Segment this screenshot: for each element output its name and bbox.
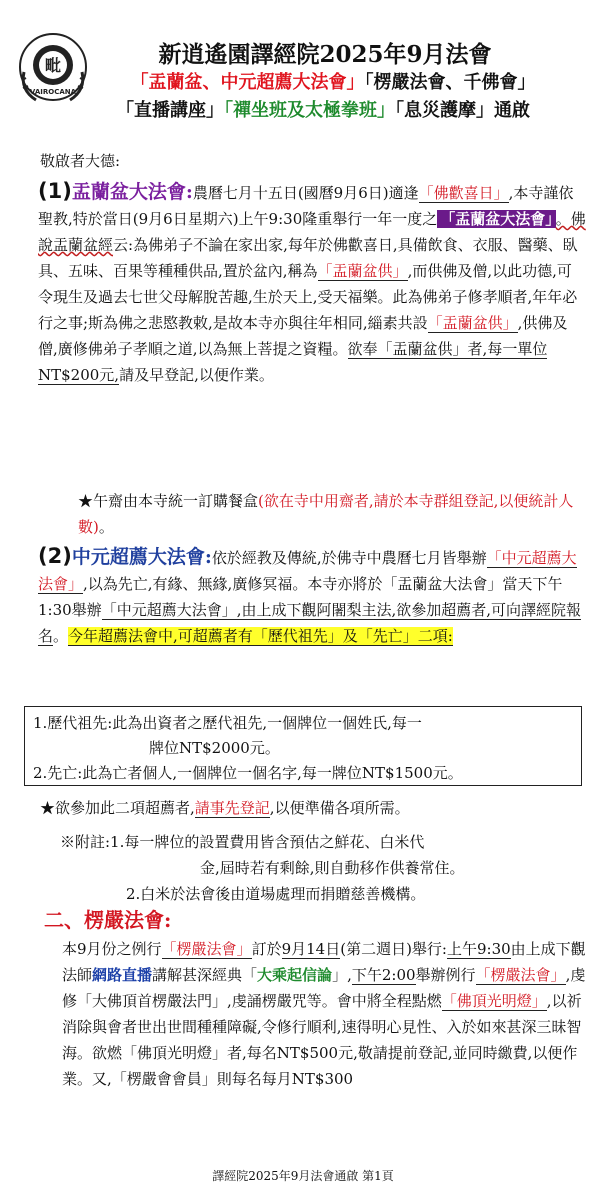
price-text: 欲奉「盂蘭盆供」者,每一單位NT$200元, <box>38 340 548 384</box>
note-text: ★欲參加此二項超薦者, <box>40 799 195 817</box>
body-text: ,供佛及僧,廣修佛弟子孝順之道,以為無上菩提之資糧。 <box>38 314 568 358</box>
time-text: 上午9:30 <box>446 940 511 958</box>
tablet-price-box <box>24 706 582 786</box>
logo-text: VAIROCANA <box>29 88 77 96</box>
highlighted-text: 今年超薦法會中,可超薦者有「歷代祖先」及「先亡」二項: <box>68 627 453 645</box>
subtitle-meditation: 「禪坐班及太極拳班」 <box>224 100 395 121</box>
section-title-shurangama: 二、楞嚴法會: <box>44 908 172 932</box>
highlight-term: 「佛歡喜日」 <box>418 184 509 202</box>
note-text: 。 <box>98 518 114 536</box>
body-text: ,虔修「大佛頂首楞嚴法門」,虔誦楞嚴咒等。會中將全程點燃 <box>62 966 586 1010</box>
body-text: 。佛說盂蘭盆經 <box>38 210 586 254</box>
subtitle-livestream: 「直播講座」 <box>116 100 224 121</box>
highlight-term: 「盂蘭盆供」 <box>427 314 518 332</box>
subtitle-homa: 「息災護摩」通啟 <box>395 100 530 121</box>
subtitle-ullambana: 「盂蘭盆、中元超薦大法會」 <box>130 72 365 93</box>
section-number: (2) <box>38 544 72 568</box>
note-red-text: (欲在寺中用齋者,請於本寺群組登記,以便統計人數) <box>78 492 574 536</box>
subtitle-line-3 <box>0 96 606 122</box>
memo-notes <box>60 829 465 907</box>
section-shurangama <box>62 936 586 1092</box>
body-text: 本9月份之例行 <box>62 940 162 958</box>
subtitle-shurangama: 「楞嚴法會、千佛會」 <box>364 72 536 93</box>
greeting: 敬啟者大德: <box>40 152 121 170</box>
body-text: 云:為佛弟子不論在家出家,每年於佛歡喜日,具備飲食、衣服、醫藥、臥具、五味、百果等種種供品,置於盆內,稱為 <box>38 236 578 280</box>
body-text: (第二週日)舉行: <box>340 940 447 958</box>
sutra-name: 大乘起信論 <box>257 966 333 984</box>
body-text: ,而供佛及僧,以此功德,可令現生及過去七世父母解脫苦趣,生於天上,受天福樂。此為佛弟子修孝順者,年年必行之事;斯為佛之悲愍教敕,是故本寺亦與往年相同,緇素共設 <box>38 262 578 332</box>
section-zhongyuan <box>38 543 586 649</box>
section-number: (1) <box>38 179 72 203</box>
livestream-text: 網路直播 <box>92 966 153 984</box>
memo-line: 2.白米於法會後由道場處理而捐贈慈善機構。 <box>126 885 426 903</box>
section-title: 中元超薦大法會: <box>71 546 212 568</box>
note-red-text: 請事先登記 <box>194 799 270 817</box>
highlight-term: 「盂蘭盆供」 <box>317 262 408 280</box>
note-text: ★午齋由本寺統一訂購餐盒 <box>78 492 259 510</box>
registration-note <box>40 797 410 818</box>
highlight-term: 「楞嚴法會」 <box>475 966 566 984</box>
lunch-note <box>78 488 586 540</box>
highlight-term: 「佛頂光明燈」 <box>441 992 547 1010</box>
body-text: 依於經教及傳統,於佛寺中農曆七月皆舉辦 <box>211 549 487 567</box>
box-item-ancestors: 1.歷代祖先:此為出資者之歷代祖先,一個牌位一個姓氏,每一 <box>33 714 422 732</box>
memo-line: ※附註:1.每一牌位的設置費用皆含預估之鮮花、白米代 <box>60 833 425 851</box>
event-name-badge: 「盂蘭盆大法會」 <box>437 210 556 228</box>
highlight-term: 「中元超薦大法會」 <box>38 549 577 593</box>
body-text: 農曆七月十五日(國曆9月6日)適逢 <box>192 184 419 202</box>
box-item-ancestors-price: 牌位NT$2000元。 <box>149 739 280 757</box>
body-text: 舉辦例行 <box>415 966 476 984</box>
memo-line: 金,屆時若有剩餘,則自動移作供養常住。 <box>200 859 465 877</box>
body-text: ,以為先亡,有緣、無緣,廣修冥福。本寺亦將於「盂蘭盆大法會」當天下午1:30舉辦 <box>38 575 563 619</box>
body-text: 。 <box>53 627 69 645</box>
body-text: 由上成下觀法師 <box>62 940 586 984</box>
page-footer: 譯經院2025年9月法會通啟 第1頁 <box>212 1169 394 1183</box>
body-text: 」, <box>332 966 352 984</box>
highlight-term: 「楞嚴法會」 <box>161 940 252 958</box>
note-text: ,以便準備各項所需。 <box>269 799 410 817</box>
registration-text: 「中元超薦大法會」,由上成下觀阿闍梨主法,欲參加超薦者,可向譯經院報名 <box>38 601 581 645</box>
logo-glyph: 毗 <box>44 56 62 75</box>
box-item-deceased: 2.先亡:此為亡者個人,一個牌位一個名字,每一牌位NT$1500元。 <box>33 764 463 782</box>
time-text: 下午2:00 <box>351 966 416 984</box>
body-text: ,本寺謹依聖教,特於當日(9月6日星期六)上午9:30隆重舉行一年一度之 <box>38 184 574 228</box>
section-title: 盂蘭盆大法會: <box>71 181 193 203</box>
date-text: 9月14日 <box>281 940 341 958</box>
page-title: 新逍遙園譯經院2025年9月法會 <box>158 41 492 68</box>
body-text: 訂於 <box>251 940 282 958</box>
body-text: 講解甚深經典「 <box>152 966 258 984</box>
section-ullambana <box>38 178 586 388</box>
body-text: 請及早登記,以便作業。 <box>119 366 274 384</box>
body-text: ,以祈消除與會者世出世間種種障礙,令修行順利,速得明心見性、入於如來甚深三昧智海。欲燃「佛頂光明燈」者,每名NT$500元,敬請提前登記,並同時繳費,以便作業。又,「楞嚴會會員」則每名每月NT$300 <box>62 992 582 1088</box>
subtitle-line-2 <box>0 68 606 94</box>
